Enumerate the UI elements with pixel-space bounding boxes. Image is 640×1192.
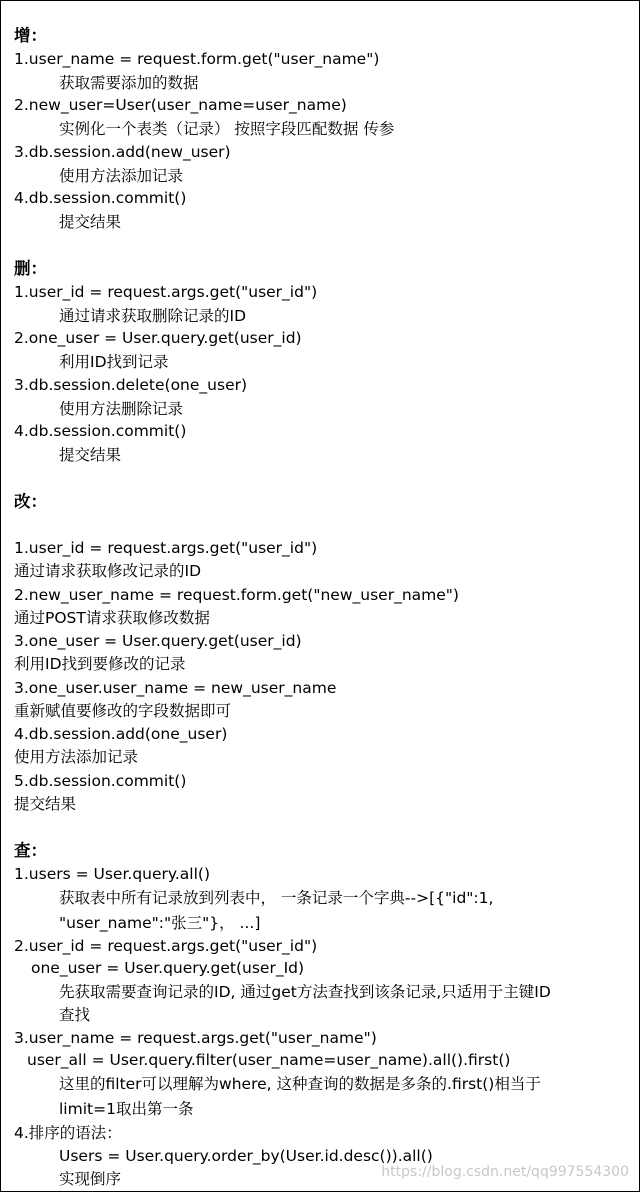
heading-update: 改：: [14, 492, 47, 511]
create-note-1: 获取需要添加的数据: [59, 74, 199, 92]
delete-note-2: 利用ID找到记录: [59, 353, 169, 371]
query-step-2b: one_user = User.query.get(user_Id): [31, 959, 305, 977]
update-note-5: 使用方法添加记录: [14, 748, 139, 766]
delete-note-3: 使用方法删除记录: [59, 400, 184, 418]
create-note-3: 使用方法添加记录: [59, 167, 184, 185]
heading-delete: 删：: [14, 259, 47, 278]
query-note-3a: 这里的filter可以理解为where, 这种查询的数据是多条的.first()相当于: [59, 1075, 541, 1093]
update-step-1: 1.user_id = request.args.get("user_id"): [14, 539, 318, 557]
update-note-6: 提交结果: [14, 795, 77, 813]
query-step-1: 1.users = User.query.all(): [14, 865, 211, 883]
heading-query: 查：: [14, 841, 47, 860]
query-note-2b: 查找: [59, 1006, 91, 1024]
create-step-1: 1.user_name = request.form.get("user_name"): [14, 50, 380, 68]
create-note-4: 提交结果: [59, 213, 122, 231]
query-note-4: 实现倒序: [59, 1170, 122, 1188]
query-note-3b: limit=1取出第一条: [59, 1100, 194, 1118]
delete-step-3: 3.db.session.delete(one_user): [14, 376, 248, 394]
create-step-4: 4.db.session.commit(): [14, 189, 187, 207]
update-step-6: 5.db.session.commit(): [14, 772, 187, 790]
query-step-4b: Users = User.query.order_by(User.id.desc()).all(): [59, 1147, 433, 1165]
query-step-4: 4.排序的语法：: [14, 1124, 122, 1142]
heading-create: 增：: [14, 26, 47, 45]
delete-step-4: 4.db.session.commit(): [14, 422, 187, 440]
create-note-2: 实例化一个表类（记录） 按照字段匹配数据 传参: [59, 120, 395, 138]
delete-note-1: 通过请求获取删除记录的ID: [59, 307, 247, 325]
query-step-3: 3.user_name = request.args.get("user_name"): [14, 1029, 377, 1047]
watermark: https://blog.csdn.net/qq997554300: [381, 1164, 629, 1180]
update-note-3: 利用ID找到要修改的记录: [14, 655, 186, 673]
query-step-2: 2.user_id = request.args.get("user_id"): [14, 937, 318, 955]
create-step-2: 2.new_user=User(user_name=user_name): [14, 96, 347, 114]
query-note-1a: 获取表中所有记录放到列表中， 一条记录一个字典-->[{"id":1,: [59, 889, 494, 907]
query-note-1b: "user_name":"张三"}， ...]: [59, 914, 261, 932]
update-step-2: 2.new_user_name = request.form.get("new_user_name"): [14, 586, 459, 604]
update-step-4: 3.one_user.user_name = new_user_name: [14, 679, 337, 697]
delete-step-1: 1.user_id = request.args.get("user_id"): [14, 283, 318, 301]
delete-note-4: 提交结果: [59, 446, 122, 464]
update-note-2: 通过POST请求获取修改数据: [14, 609, 210, 627]
delete-step-2: 2.one_user = User.query.get(user_id): [14, 329, 302, 347]
query-note-2a: 先获取需要查询记录的ID, 通过get方法查找到该条记录,只适用于主键ID: [59, 983, 551, 1001]
query-step-3b: user_all = User.query.filter(user_name=user_name).all().first(): [27, 1051, 511, 1069]
update-step-3: 3.one_user = User.query.get(user_id): [14, 632, 302, 650]
create-step-3: 3.db.session.add(new_user): [14, 143, 231, 161]
update-step-5: 4.db.session.add(one_user): [14, 725, 228, 743]
update-note-1: 通过请求获取修改记录的ID: [14, 562, 202, 580]
update-note-4: 重新赋值要修改的字段数据即可: [14, 702, 232, 720]
